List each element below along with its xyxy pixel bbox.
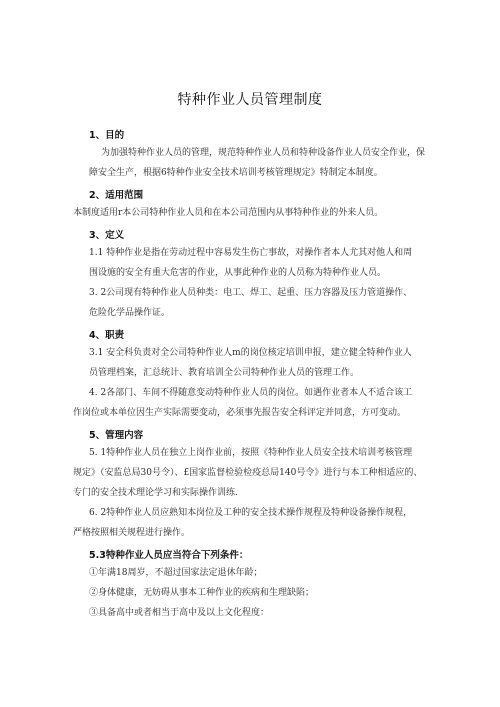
duties-paragraph-1-line-1: 3.1 安全科负责对全公司特种作业人m的岗位核定培训申报，建立健全特种作业人	[89, 348, 412, 358]
section-definition-heading: 3、定义	[89, 230, 125, 241]
definition-paragraph-1-line-2: 围设施的安全有重大危害的作业，从事此种作业的人员称为特种作业人员。	[89, 268, 387, 278]
condition-item-1: ①年满18周岁，不超过国家法定退休年龄；	[89, 568, 263, 578]
section-duties-heading: 4、职责	[89, 330, 125, 341]
subsection-conditions-heading: 5.3特种作业人员应当符合下列条件：	[89, 550, 249, 561]
management-paragraph-1-line-2: 规定》（安监总局30号令）、£国家监督检验检疫总局140号令》进行与本工种相适应的、	[73, 468, 423, 478]
purpose-paragraph-line-1: 为加强特种作业人员的管理，规范特种作业人员和特种设备作业人员安全作业，保	[101, 148, 426, 158]
condition-item-3: ③具备高中或者相当于高中及以上文化程度：	[89, 608, 270, 618]
management-paragraph-1-line-3: 专门的安全技术理论学习和实际操作训练.	[73, 488, 238, 498]
definition-paragraph-1-line-1: 1.1 特种作业是指在劳动过程中容易发生伤亡事故，对操作者本人尤其对他人和周	[89, 248, 413, 258]
management-paragraph-1-line-1: 5. 1特种作业人员在独立上岗作业前，按照《特种作业人员安全技术培训考核管理	[89, 448, 413, 458]
section-purpose-heading: 1、目的	[89, 130, 125, 141]
definition-paragraph-2-line-1: 3. 2公司现有特种作业人员种类：电工、焊工、起重、压力容器及压力管道操作、	[89, 288, 413, 298]
duties-paragraph-1-line-2: 员管理档案，汇总统计、教育培训全公司特种作业人员的管理工作。	[89, 368, 360, 378]
management-paragraph-2-line-2: 严格按照相关规程进行操作。	[73, 528, 191, 538]
definition-paragraph-2-line-2: 危险化学品操作证。	[89, 308, 171, 318]
purpose-paragraph-line-2: 障安全生产，根据6特种作业安全技术培训考核管理规定》特制定本制度。	[89, 168, 383, 178]
scope-paragraph: 本制度适用r本公司特种作业人员和在本公司范围内从事特种作业的外来人员。	[73, 208, 384, 218]
section-scope-heading: 2、适用范围	[89, 190, 144, 201]
condition-item-2: ②身体健康，无妨碍从事本工种作业的疾病和生理缺陷；	[89, 588, 315, 598]
management-paragraph-2-line-1: 6. 2特种作业人员应熟知本岗位及工种的安全技术操作规程及特种设备操作规程，	[89, 508, 413, 518]
document-title: 特种作业人员管理制度	[177, 92, 323, 108]
section-management-heading: 5、管理内容	[89, 430, 144, 441]
duties-paragraph-2-line-2: 作岗位或本单位因生产实际需要变动，必须事先报告安全科评定并同意，方可变动。	[73, 408, 407, 418]
duties-paragraph-2-line-1: 4. 2各部门、车间不得随意变动特种作业人员的岗位。如遇作业者本人不适合该工	[89, 388, 413, 398]
